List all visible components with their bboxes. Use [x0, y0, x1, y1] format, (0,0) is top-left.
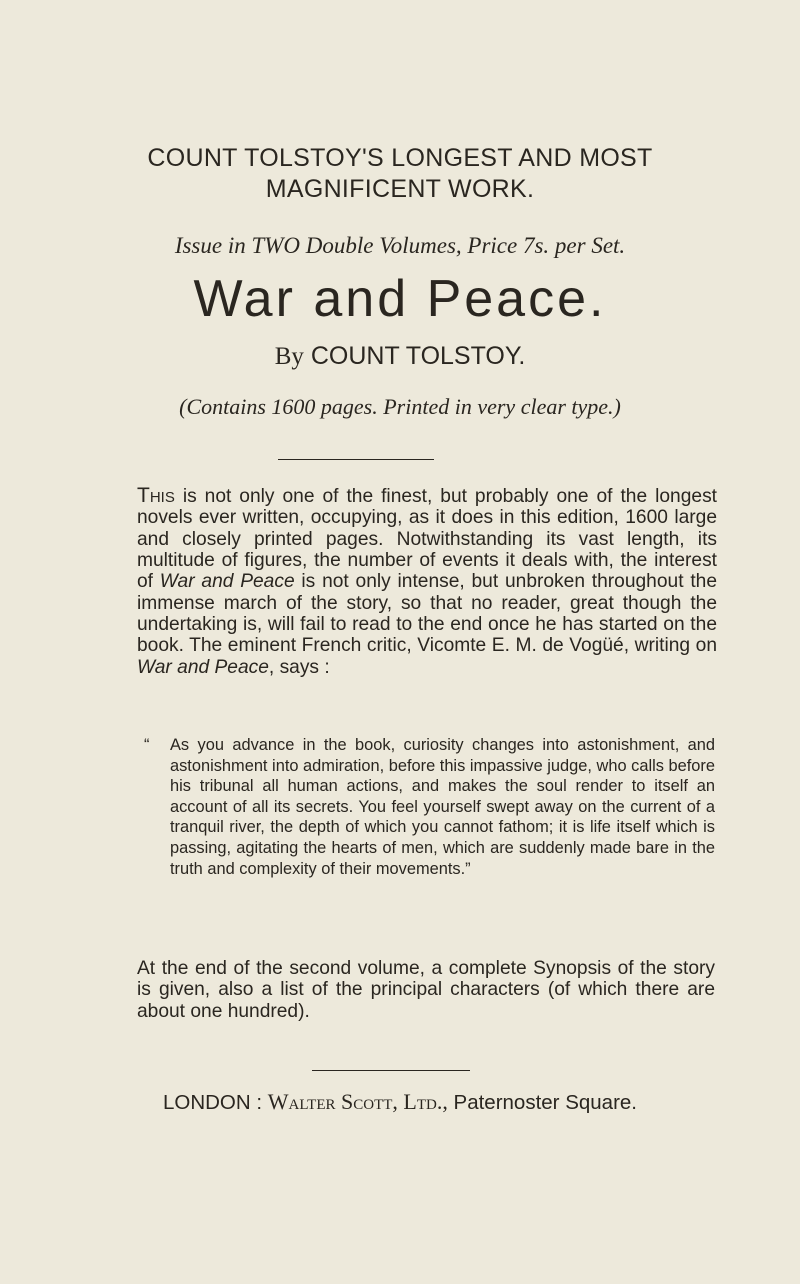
byline — [0, 341, 800, 372]
imprint-city: LONDON : — [162, 1091, 263, 1114]
imprint-address: Paternoster Square. — [453, 1091, 638, 1114]
paragraph-title-ref-2: War and Peace — [137, 656, 269, 678]
paragraph-lead-word: This — [137, 484, 175, 507]
headline-line-2: MAGNIFICENT WORK. — [265, 175, 535, 203]
divider-bottom — [312, 1070, 470, 1071]
issue-line: Issue in TWO Double Volumes, Price 7s. per Set. — [174, 233, 626, 258]
quote-text: As you advance in the book, curiosity changes into astonishment, and astonishment into admiration, before this impassive judge, who calls before his tribunal all human actions, and makes the soul render to itself an account of all its secrets. You feel yourself swept away on the current of a tranquil river, the depth of which you cannot fathom; it is life itself which is passing, agitating the hearts of men, which are suddenly made bare in the truth and complexity of their movements.” — [170, 736, 715, 878]
byline-author: COUNT TOLSTOY. — [310, 342, 526, 370]
paragraph-text-a: is not only one of the finest, but probably one of the longest novels ever written, occupying, as it does in this edition, 1600 large and closely printed pages. Notwithstanding its vast length, its multitude of figures, the number of events it deals with, the interest of — [137, 486, 717, 593]
publisher-imprint — [0, 1089, 800, 1116]
headline-line-1: COUNT TOLSTOY'S LONGEST AND MOST — [147, 144, 653, 172]
paragraph-title-ref-1: War and Peace — [159, 571, 295, 593]
paragraph-text-b: is not only intense, but unbroken throughout the immense march of the story, so that no reader, great though the undertaking is, will fail to read to the end once he has started on the book. The eminent French critic, Vicomte E. M. de Vogüé, writing on — [137, 571, 717, 657]
contents-note: (Contains 1600 pages. Printed in very clear type.) — [179, 394, 621, 419]
imprint-publisher: Walter Scott, Ltd., — [267, 1089, 448, 1114]
book-title: War and Peace. — [193, 270, 607, 328]
byline-by: By — [274, 343, 304, 370]
divider-top — [278, 459, 434, 460]
paragraph-text-c: , says : — [268, 656, 330, 678]
critic-quote — [144, 735, 715, 879]
description-paragraph — [137, 485, 717, 678]
synopsis-paragraph: At the end of the second volume, a complete Synopsis of the story is given, also a list of the principal characters (of which there are about one hundred). — [137, 958, 715, 1022]
quote-open-mark: “ — [144, 736, 150, 754]
